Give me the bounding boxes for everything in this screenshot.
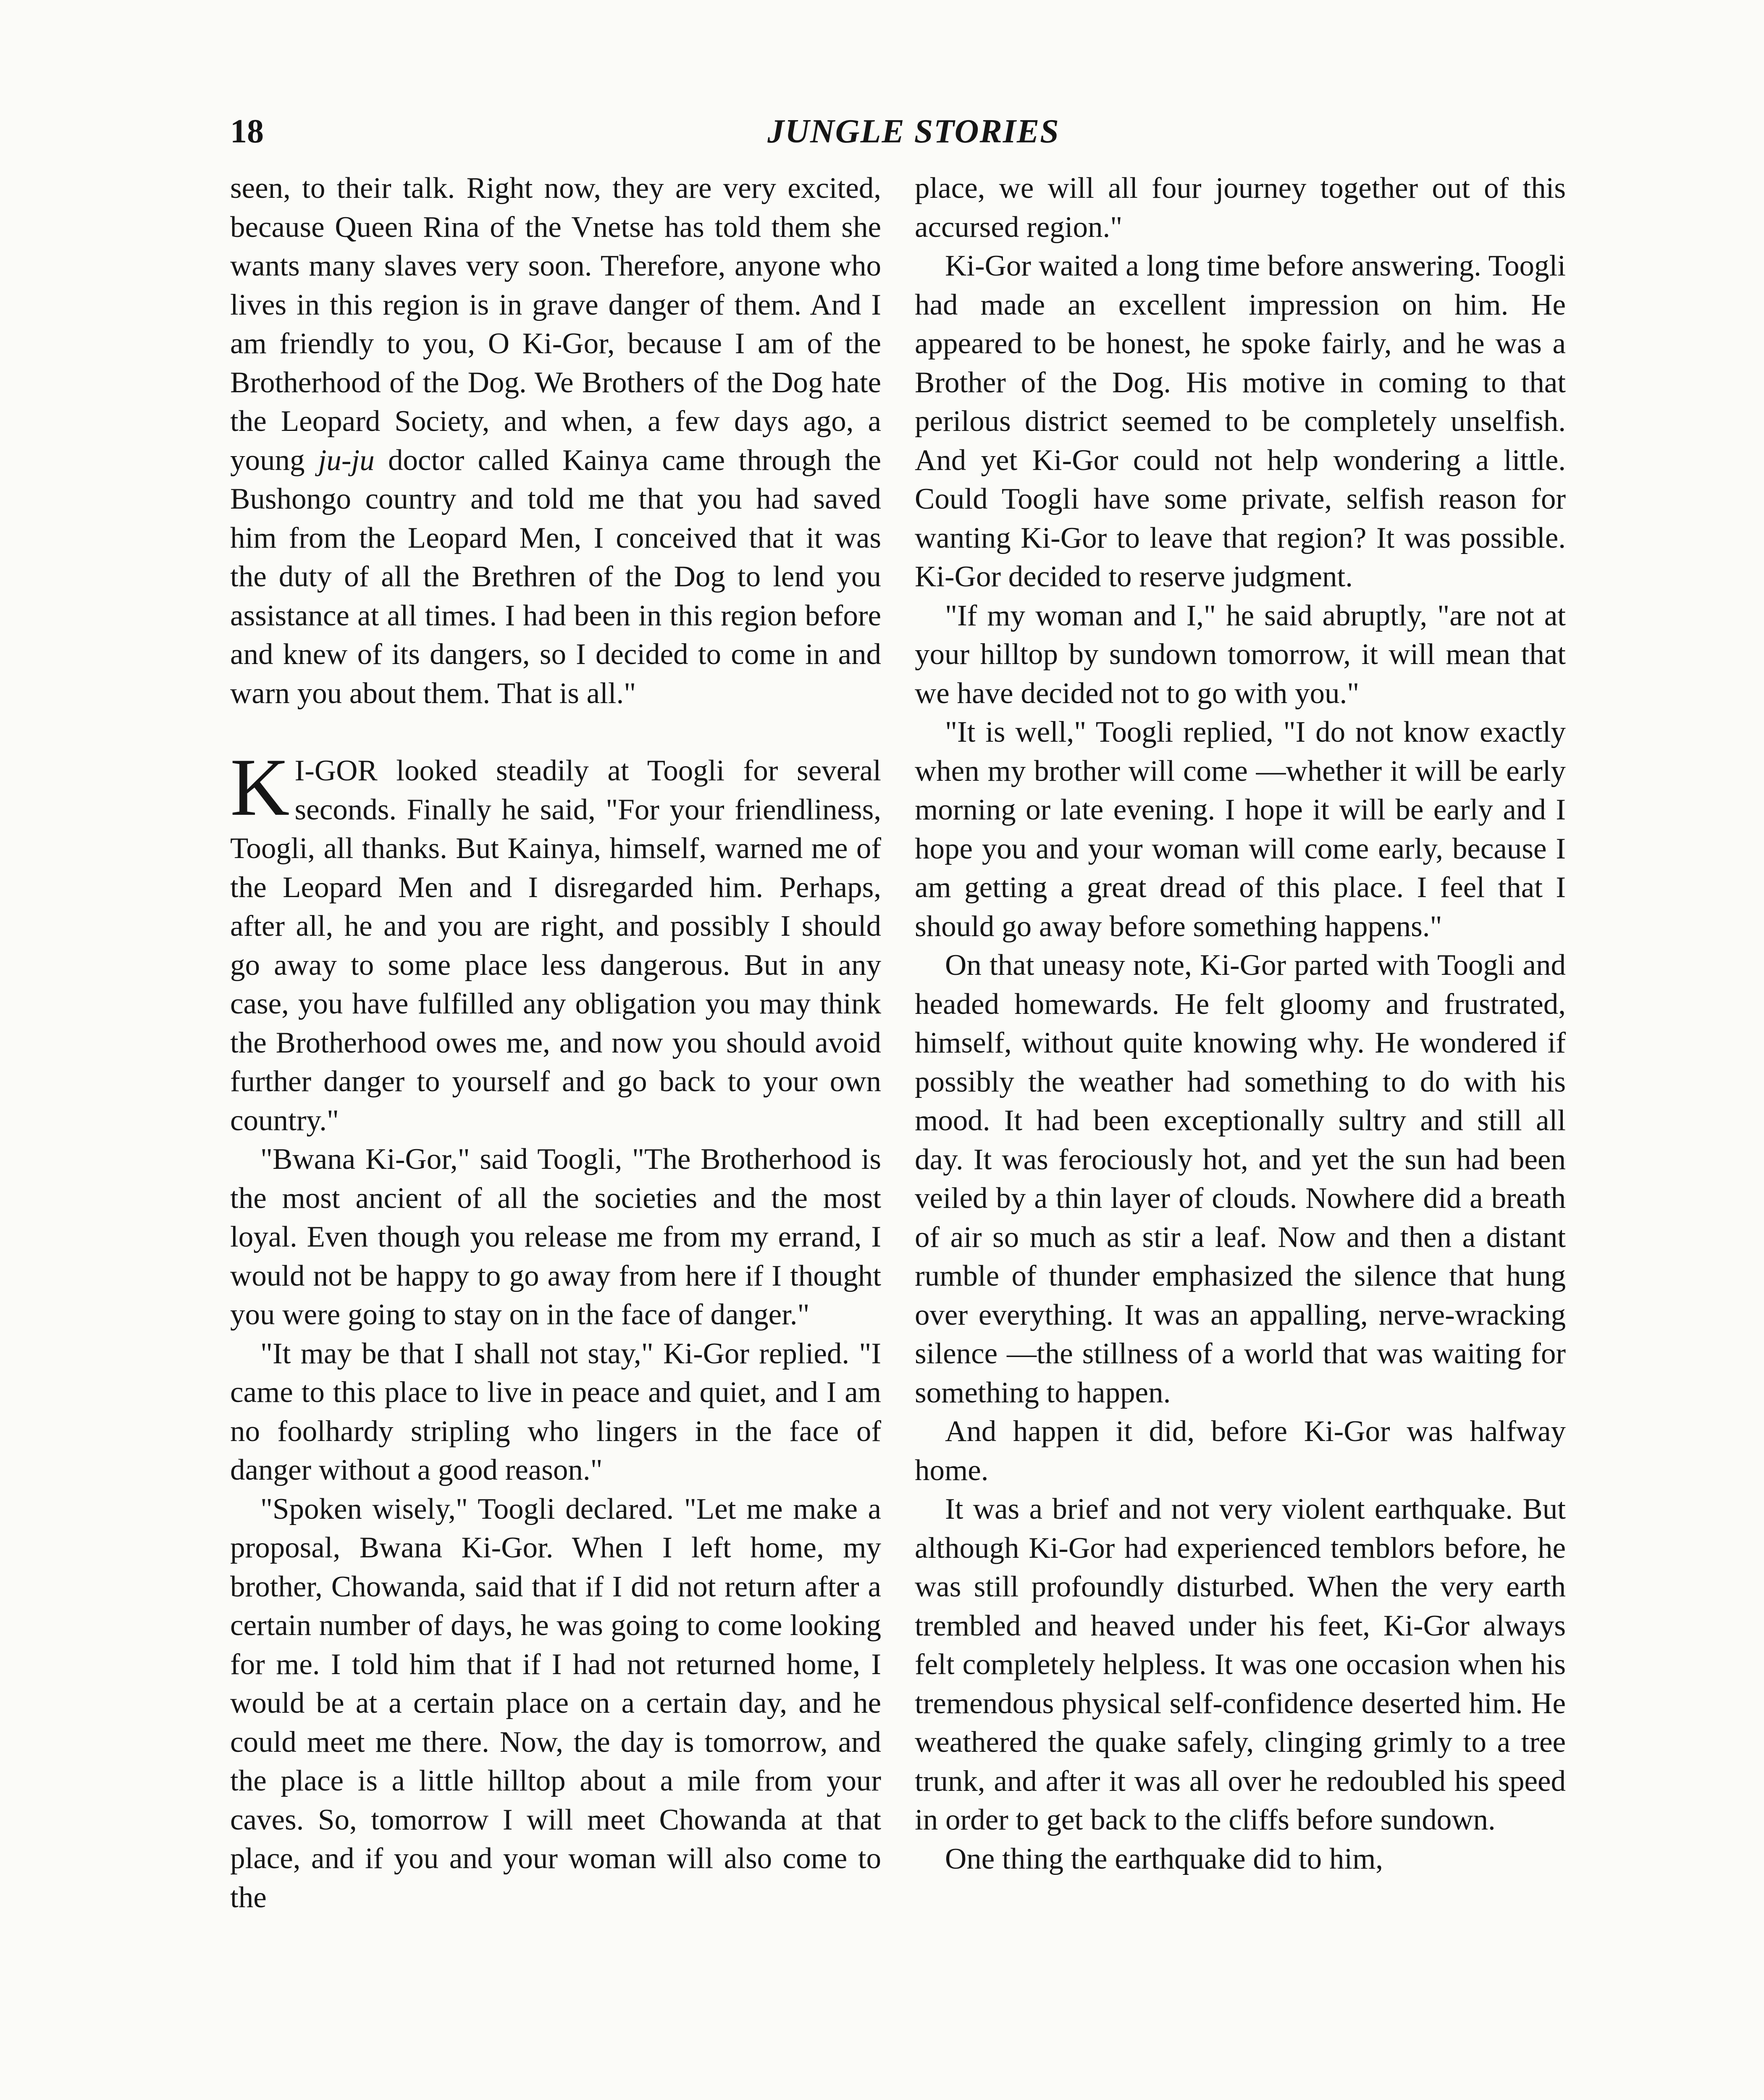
paragraph: "Spoken wisely," Toogli declared. "Let me make a proposal, Bwana Ki-Gor. When I left home, my brother, Chowanda, said that if I did not return after a certain number of days, he was going to come looking for me. I told him that if I had not returned home, I would be at a certain place on a certain day, and he could meet me there. Now, the day is tomorrow, and the place is a little hilltop about a mile from your caves. So, tomorrow I will meet Chowanda at that place, and if you and your woman will also come to the: [230, 1492, 881, 1914]
drop-cap: K: [230, 742, 290, 833]
italic-term: ju-ju: [318, 444, 375, 477]
paragraph: And happen it did, before Ki-Gor was halfway home.: [915, 1415, 1566, 1487]
paragraph: [230, 169, 881, 713]
right-column: [915, 169, 1566, 1878]
paragraph-text: I-GOR looked steadily at Toogli for several seconds. Finally he said, "For your friendliness, Toogli, all thanks. But Kainya, himself, warned me of the Leopard Men and I disregarded him. Perhaps, after all, he and you are right, and possibly I should go away to some place less dangerous. But in any case, you have fulfilled any obligation you may think the Brotherhood owes me, and now you should avoid further danger to yourself and go back to your own country.": [230, 754, 881, 1137]
paragraph: On that uneasy note, Ki-Gor parted with Toogli and headed homewards. He felt gloomy and frustrated, himself, without quite knowing why. He wondered if possibly the weather had something to do with his mood. It had been exceptionally sultry and still all day. It was ferociously hot, and yet the sun had been veiled by a thin layer of clouds. Nowhere did a breath of air so much as stir a leaf. Now and then a distant rumble of thunder emphasized the silence that hung over everything. It was an appalling, nerve-wracking silence —the stillness of a world that was waiting for something to happen.: [915, 949, 1566, 1409]
paragraph: place, we will all four journey together out of this accursed region.": [915, 172, 1566, 244]
paragraph-text: doctor called Kainya came through the Bushongo country and told me that you had saved him from the Leopard Men, I conceived that it was the duty of all the Brethren of the Dog to lend you assistance at all times. I had been in this region before and knew of its dangers, so I decided to come in and warn you about them. That is all.": [230, 444, 882, 710]
paragraph: It was a brief and not very violent earthquake. But although Ki-Gor had experienced temblors before, he was still profoundly disturbed. When the very earth trembled and heaved under his feet, Ki-Gor always felt completely helpless. It was one occasion when his tremendous physical self-confidence deserted him. He weathered the quake safely, clinging grimly to a tree trunk, and after it was all over he redoubled his speed in order to get back to the cliffs before sundown.: [915, 1493, 1566, 1836]
paragraph: "It is well," Toogli replied, "I do not know exactly when my brother will come —whether it will be early morning or late evening. I hope it will be early and I hope you and your woman will come early, because I am getting a great dread of this place. I feel that I should go away before something happens.": [915, 716, 1566, 943]
page-number: 18: [230, 113, 264, 150]
running-title: JUNGLE STORIES: [767, 113, 1060, 150]
paragraph: "If my woman and I," he said abruptly, "are not at your hilltop by sundown tomorrow, it will mean that we have decided not to go with you.": [915, 599, 1566, 710]
section-start-paragraph: [230, 742, 881, 1140]
left-column: [230, 169, 881, 1917]
paragraph-text: seen, to their talk. Right now, they are very excited, because Queen Rina of the Vnetse has told them she wants many slaves very soon. Therefore, anyone who lives in this region is in grave danger of them. And I am friendly to you, O Ki-Gor, because I am of the Brotherhood of the Dog. We Brothers of the Dog hate the Leopard Society, and when, a few days ago, a young: [230, 172, 881, 477]
paragraph: "It may be that I shall not stay," Ki-Gor replied. "I came to this place to live in peace and quiet, and I am no foolhardy stripling who lingers in the face of danger without a good reason.": [230, 1337, 881, 1486]
paragraph: Ki-Gor waited a long time before answering. Toogli had made an excellent impression on him. He appeared to be honest, he spoke fairly, and he was a Brother of the Dog. His motive in coming to that perilous district seemed to be completely unselfish. And yet Ki-Gor could not help wondering a little. Could Toogli have some private, selfish reason for wanting Ki-Gor to leave that region? It was possible. Ki-Gor decided to reserve judgment.: [915, 249, 1566, 593]
paragraph: One thing the earthquake did to him,: [945, 1842, 1383, 1875]
paragraph: "Bwana Ki-Gor," said Toogli, "The Brotherhood is the most ancient of all the societies and the most loyal. Even though you release me from my errand, I would not be happy to go away from here if I thought you were going to stay on in the face of danger.": [230, 1143, 881, 1331]
